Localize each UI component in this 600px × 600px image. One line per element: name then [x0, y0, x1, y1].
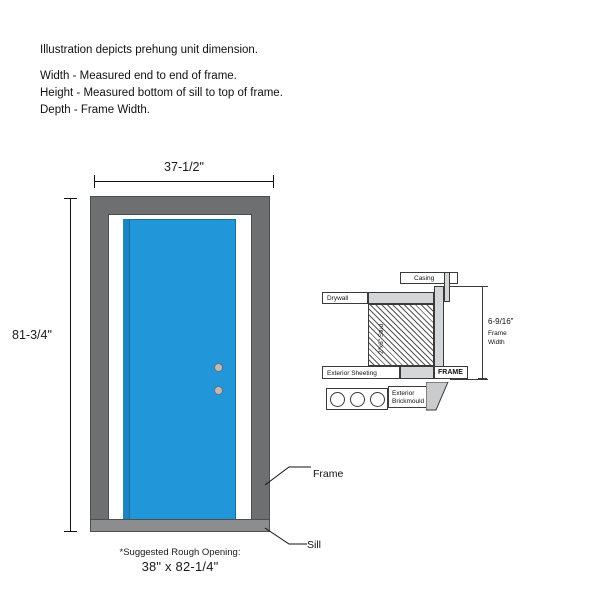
- circle-icon: [330, 392, 345, 407]
- width-dimension-label: 37-1/2": [164, 160, 204, 174]
- frame-width-value: 6-9/16": [488, 317, 514, 326]
- brickmould-profile: [426, 382, 472, 412]
- height-dimension-label: 81-3/4": [12, 328, 52, 342]
- frame-width-label-1: Frame: [488, 330, 507, 337]
- circle-icon: [350, 392, 365, 407]
- circle-icon: [370, 392, 385, 407]
- instructions-block: [40, 42, 283, 119]
- frame-word-label: FRAME: [438, 369, 463, 376]
- exterior-brickmould-label-1: Exterior: [392, 390, 415, 397]
- frame-width-extension-bottom: [450, 379, 488, 380]
- stud-label: 2"x6" Stud: [378, 323, 385, 354]
- sill-callout-label: Sill: [307, 539, 322, 551]
- drywall-label: Drywall: [327, 295, 349, 302]
- casing-label: Casing: [414, 275, 435, 282]
- casing-profile: [444, 272, 450, 302]
- door-slab: [123, 219, 236, 530]
- section-detail-drawing: [322, 272, 512, 432]
- intro-line-2: Width - Measured end to end of frame.: [40, 70, 237, 82]
- spacer: [40, 59, 283, 68]
- rough-opening-caption: *Suggested Rough Opening:: [119, 547, 241, 558]
- intro-line-1: Illustration depicts prehung unit dimension.: [40, 44, 258, 56]
- door-sill: [90, 519, 270, 532]
- deadbolt-icon: [214, 386, 223, 395]
- door-knob-icon: [214, 363, 223, 372]
- exterior-sheeting-label: Exterior Sheeting: [327, 370, 377, 377]
- intro-line-3: Height - Measured bottom of sill to top of frame.: [40, 87, 283, 99]
- insulation-cells: [326, 388, 388, 410]
- width-dimension-line: [94, 181, 274, 182]
- height-dimension-line: [70, 198, 71, 532]
- exterior-brickmould-label-2: Brickmould: [392, 398, 425, 405]
- sheeting-profile: [400, 366, 434, 379]
- intro-line-4: Depth - Frame Width.: [40, 104, 150, 116]
- door-hinge-edge: [123, 219, 130, 530]
- rough-opening-value: 38" x 82-1/4": [141, 559, 219, 574]
- frame-jamb: [434, 286, 444, 374]
- frame-callout-label: Frame: [313, 468, 344, 480]
- frame-width-label-2: Width: [488, 339, 505, 346]
- rough-opening-note: [70, 546, 290, 574]
- frame-width-dimension-line: [482, 286, 483, 379]
- top-plate: [368, 292, 434, 304]
